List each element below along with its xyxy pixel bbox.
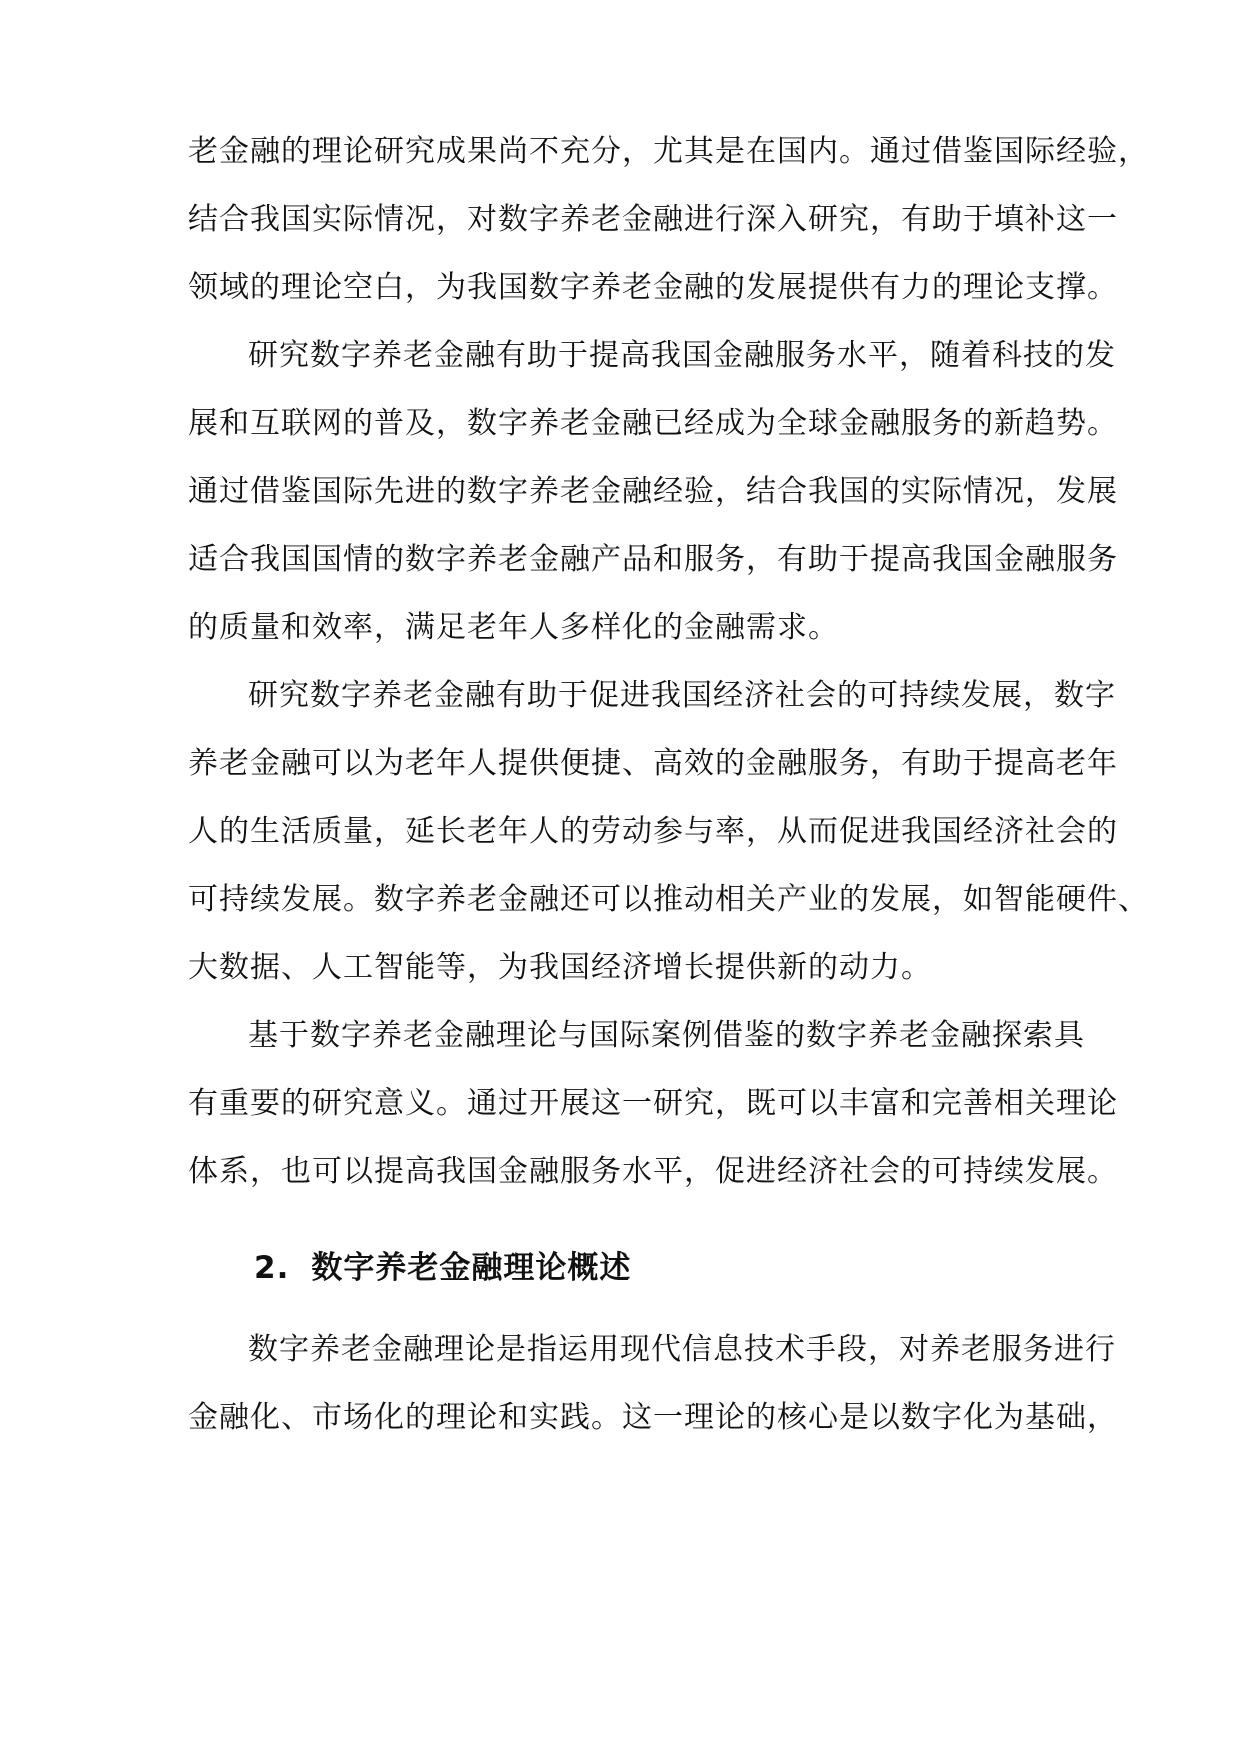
- paragraph-2-line-5: 的质量和效率，满足老年人多样化的金融需求。: [188, 610, 839, 645]
- paragraph-4-line-3: 体系，也可以提高我国金融服务水平，促进经济社会的可持续发展。: [188, 1154, 1118, 1189]
- paragraph-1-line-2: 结合我国实际情况，对数字养老金融进行深入研究，有助于填补这一: [188, 202, 1118, 237]
- section-heading: [254, 1248, 631, 1288]
- paragraph-3-line-5: 大数据、人工智能等，为我国经济增长提供新的动力。: [188, 950, 932, 985]
- section-paragraph-line-1: 数字养老金融理论是指运用现代信息技术手段，对养老服务进行: [248, 1332, 1116, 1367]
- paragraph-1-line-1: 老金融的理论研究成果尚不充分，尤其是在国内。通过借鉴国际经验，: [188, 134, 1149, 169]
- section-paragraph-line-2: 金融化、市场化的理论和实践。这一理论的核心是以数字化为基础，: [188, 1400, 1118, 1435]
- paragraph-3-line-2: 养老金融可以为老年人提供便捷、高效的金融服务，有助于提高老年: [188, 746, 1118, 781]
- paragraph-4-line-2: 有重要的研究意义。通过开展这一研究，既可以丰富和完善相关理论: [188, 1086, 1118, 1121]
- paragraph-2-line-3: 通过借鉴国际先进的数字养老金融经验，结合我国的实际情况，发展: [188, 474, 1118, 509]
- paragraph-3-line-3: 人的生活质量，延长老年人的劳动参与率，从而促进我国经济社会的: [188, 814, 1118, 849]
- paragraph-3-line-4: 可持续发展。数字养老金融还可以推动相关产业的发展，如智能硬件、: [188, 882, 1149, 917]
- paragraph-2-line-1: 研究数字养老金融有助于提高我国金融服务水平，随着科技的发: [248, 338, 1116, 373]
- section-number: 2.: [254, 1250, 290, 1286]
- paragraph-2-line-2: 展和互联网的普及，数字养老金融已经成为全球金融服务的新趋势。: [188, 406, 1118, 441]
- paragraph-4-line-1: 基于数字养老金融理论与国际案例借鉴的数字养老金融探索具: [248, 1018, 1085, 1053]
- paragraph-1-line-3: 领域的理论空白，为我国数字养老金融的发展提供有力的理论支撑。: [188, 270, 1118, 305]
- paragraph-2-line-4: 适合我国国情的数字养老金融产品和服务，有助于提高我国金融服务: [188, 542, 1118, 577]
- paragraph-3-line-1: 研究数字养老金融有助于促进我国经济社会的可持续发展，数字: [248, 678, 1116, 713]
- section-title: 数字养老金融理论概述: [311, 1250, 632, 1286]
